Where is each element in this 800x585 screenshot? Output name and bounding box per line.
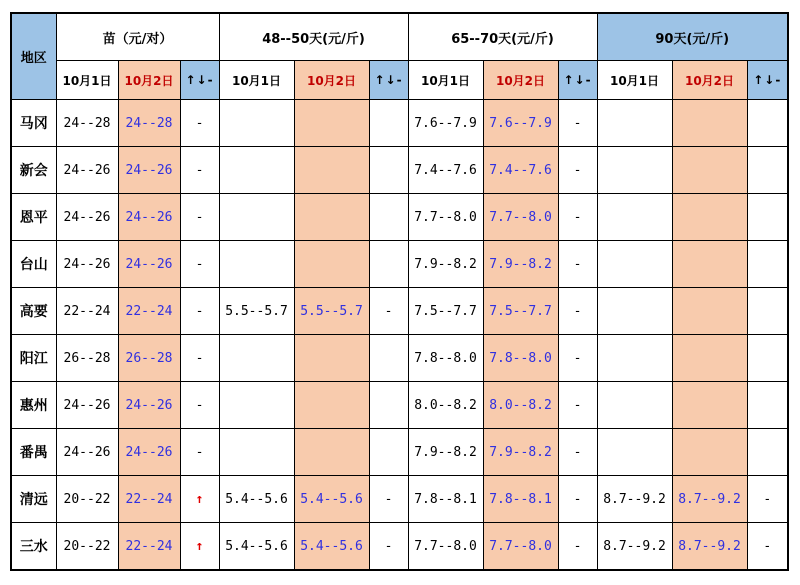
price-old-90-days	[597, 335, 672, 382]
change-indicator-90-days	[747, 335, 788, 382]
region-name: 马冈	[11, 100, 56, 147]
change-indicator-seedling: -	[180, 288, 219, 335]
change-indicator-65-70-days: -	[558, 241, 597, 288]
price-old-48-50-days	[219, 147, 294, 194]
change-indicator-seedling: -	[180, 241, 219, 288]
region-name: 清远	[11, 476, 56, 523]
group-header-90-days: 90天(元/斤)	[597, 13, 788, 61]
change-indicator-90-days	[747, 429, 788, 476]
price-old-48-50-days: 5.4--5.6	[219, 476, 294, 523]
change-indicator-65-70-days: -	[558, 382, 597, 429]
price-new-90-days	[672, 288, 747, 335]
price-old-65-70-days: 7.7--8.0	[408, 194, 483, 241]
date-old-header-65-70-days: 10月1日	[408, 61, 483, 100]
price-new-48-50-days	[294, 100, 369, 147]
group-header-seedling: 苗（元/对）	[56, 13, 219, 61]
change-indicator-48-50-days: -	[369, 523, 408, 571]
price-new-seedling: 24--26	[118, 194, 180, 241]
price-old-48-50-days	[219, 241, 294, 288]
table-row	[11, 382, 788, 429]
price-old-seedling: 26--28	[56, 335, 118, 382]
date-old-header-seedling: 10月1日	[56, 61, 118, 100]
price-new-48-50-days: 5.4--5.6	[294, 523, 369, 571]
group-header-48-50-days: 48--50天(元/斤)	[219, 13, 408, 61]
price-new-seedling: 24--26	[118, 241, 180, 288]
price-new-65-70-days: 7.7--8.0	[483, 523, 558, 571]
change-indicator-90-days	[747, 147, 788, 194]
price-new-seedling: 26--28	[118, 335, 180, 382]
price-old-48-50-days	[219, 335, 294, 382]
change-indicator-90-days	[747, 194, 788, 241]
price-old-seedling: 20--22	[56, 476, 118, 523]
change-indicator-seedling: -	[180, 335, 219, 382]
price-new-65-70-days: 7.7--8.0	[483, 194, 558, 241]
date-new-header-48-50-days: 10月2日	[294, 61, 369, 100]
change-indicator-seedling: -	[180, 147, 219, 194]
price-old-65-70-days: 7.6--7.9	[408, 100, 483, 147]
change-indicator-48-50-days	[369, 147, 408, 194]
price-new-65-70-days: 7.9--8.2	[483, 429, 558, 476]
price-new-48-50-days: 5.5--5.7	[294, 288, 369, 335]
date-old-header-90-days: 10月1日	[597, 61, 672, 100]
price-old-90-days	[597, 429, 672, 476]
change-indicator-65-70-days: -	[558, 147, 597, 194]
region-name: 高要	[11, 288, 56, 335]
price-old-48-50-days: 5.5--5.7	[219, 288, 294, 335]
price-new-seedling: 24--26	[118, 147, 180, 194]
price-old-90-days	[597, 147, 672, 194]
price-new-seedling: 22--24	[118, 288, 180, 335]
table-row	[11, 335, 788, 382]
change-indicator-65-70-days: -	[558, 476, 597, 523]
price-new-90-days	[672, 194, 747, 241]
change-header-90-days: ↑↓-	[747, 61, 788, 100]
price-new-48-50-days	[294, 382, 369, 429]
table-row	[11, 523, 788, 571]
change-indicator-65-70-days: -	[558, 523, 597, 571]
price-new-65-70-days: 7.6--7.9	[483, 100, 558, 147]
price-old-48-50-days	[219, 100, 294, 147]
price-old-90-days	[597, 288, 672, 335]
price-old-48-50-days	[219, 194, 294, 241]
price-new-seedling: 24--26	[118, 382, 180, 429]
price-old-90-days: 8.7--9.2	[597, 476, 672, 523]
price-old-seedling: 20--22	[56, 523, 118, 571]
table-row	[11, 147, 788, 194]
price-new-90-days	[672, 429, 747, 476]
region-name: 新会	[11, 147, 56, 194]
table-row	[11, 100, 788, 147]
price-new-seedling: 22--24	[118, 476, 180, 523]
region-name: 恩平	[11, 194, 56, 241]
change-indicator-48-50-days	[369, 382, 408, 429]
price-new-seedling: 22--24	[118, 523, 180, 571]
price-old-seedling: 24--26	[56, 429, 118, 476]
price-old-65-70-days: 7.9--8.2	[408, 429, 483, 476]
price-old-48-50-days	[219, 382, 294, 429]
price-new-90-days: 8.7--9.2	[672, 523, 747, 571]
price-new-65-70-days: 7.5--7.7	[483, 288, 558, 335]
price-new-48-50-days	[294, 429, 369, 476]
table-row	[11, 476, 788, 523]
date-new-header-seedling: 10月2日	[118, 61, 180, 100]
table-row	[11, 429, 788, 476]
price-new-90-days	[672, 147, 747, 194]
date-new-header-65-70-days: 10月2日	[483, 61, 558, 100]
price-new-48-50-days	[294, 241, 369, 288]
price-new-65-70-days: 7.9--8.2	[483, 241, 558, 288]
price-new-65-70-days: 7.8--8.1	[483, 476, 558, 523]
price-new-90-days	[672, 382, 747, 429]
change-indicator-seedling: -	[180, 100, 219, 147]
price-old-90-days: 8.7--9.2	[597, 523, 672, 571]
price-new-seedling: 24--26	[118, 429, 180, 476]
change-indicator-seedling: -	[180, 194, 219, 241]
price-new-90-days	[672, 100, 747, 147]
change-indicator-seedling: ↑	[180, 523, 219, 571]
change-indicator-seedling: -	[180, 429, 219, 476]
change-indicator-65-70-days: -	[558, 429, 597, 476]
change-indicator-48-50-days: -	[369, 288, 408, 335]
change-indicator-90-days: -	[747, 523, 788, 571]
change-indicator-90-days	[747, 382, 788, 429]
change-indicator-48-50-days: -	[369, 476, 408, 523]
price-old-65-70-days: 7.8--8.0	[408, 335, 483, 382]
price-old-seedling: 22--24	[56, 288, 118, 335]
price-old-65-70-days: 7.7--8.0	[408, 523, 483, 571]
date-new-header-90-days: 10月2日	[672, 61, 747, 100]
price-old-seedling: 24--28	[56, 100, 118, 147]
price-old-48-50-days	[219, 429, 294, 476]
change-indicator-48-50-days	[369, 335, 408, 382]
change-header-65-70-days: ↑↓-	[558, 61, 597, 100]
change-header-seedling: ↑↓-	[180, 61, 219, 100]
price-new-48-50-days: 5.4--5.6	[294, 476, 369, 523]
price-new-90-days	[672, 241, 747, 288]
change-indicator-48-50-days	[369, 194, 408, 241]
price-old-48-50-days: 5.4--5.6	[219, 523, 294, 571]
change-indicator-48-50-days	[369, 100, 408, 147]
region-name: 台山	[11, 241, 56, 288]
price-old-65-70-days: 7.5--7.7	[408, 288, 483, 335]
price-old-seedling: 24--26	[56, 194, 118, 241]
change-indicator-90-days	[747, 100, 788, 147]
price-old-65-70-days: 7.8--8.1	[408, 476, 483, 523]
region-name: 三水	[11, 523, 56, 571]
price-new-90-days	[672, 335, 747, 382]
price-old-90-days	[597, 194, 672, 241]
region-name: 阳江	[11, 335, 56, 382]
change-indicator-65-70-days: -	[558, 100, 597, 147]
price-new-48-50-days	[294, 194, 369, 241]
change-indicator-65-70-days: -	[558, 194, 597, 241]
change-indicator-seedling: ↑	[180, 476, 219, 523]
region-header: 地区	[11, 13, 56, 100]
price-old-65-70-days: 8.0--8.2	[408, 382, 483, 429]
region-name: 番禺	[11, 429, 56, 476]
table-row	[11, 288, 788, 335]
price-old-90-days	[597, 100, 672, 147]
price-old-90-days	[597, 241, 672, 288]
price-table-container	[10, 12, 789, 571]
date-old-header-48-50-days: 10月1日	[219, 61, 294, 100]
price-new-48-50-days	[294, 147, 369, 194]
group-header-65-70-days: 65--70天(元/斤)	[408, 13, 597, 61]
price-old-seedling: 24--26	[56, 241, 118, 288]
table-row	[11, 241, 788, 288]
price-old-65-70-days: 7.4--7.6	[408, 147, 483, 194]
change-indicator-90-days	[747, 288, 788, 335]
price-new-65-70-days: 7.4--7.6	[483, 147, 558, 194]
price-old-90-days	[597, 382, 672, 429]
change-header-48-50-days: ↑↓-	[369, 61, 408, 100]
change-indicator-65-70-days: -	[558, 288, 597, 335]
change-indicator-65-70-days: -	[558, 335, 597, 382]
price-old-seedling: 24--26	[56, 147, 118, 194]
change-indicator-48-50-days	[369, 429, 408, 476]
change-indicator-90-days: -	[747, 476, 788, 523]
price-old-seedling: 24--26	[56, 382, 118, 429]
price-new-seedling: 24--28	[118, 100, 180, 147]
price-new-48-50-days	[294, 335, 369, 382]
table-row	[11, 194, 788, 241]
price-old-65-70-days: 7.9--8.2	[408, 241, 483, 288]
change-indicator-48-50-days	[369, 241, 408, 288]
change-indicator-90-days	[747, 241, 788, 288]
price-new-90-days: 8.7--9.2	[672, 476, 747, 523]
price-new-65-70-days: 8.0--8.2	[483, 382, 558, 429]
price-table	[10, 12, 789, 571]
change-indicator-seedling: -	[180, 382, 219, 429]
price-new-65-70-days: 7.8--8.0	[483, 335, 558, 382]
region-name: 惠州	[11, 382, 56, 429]
